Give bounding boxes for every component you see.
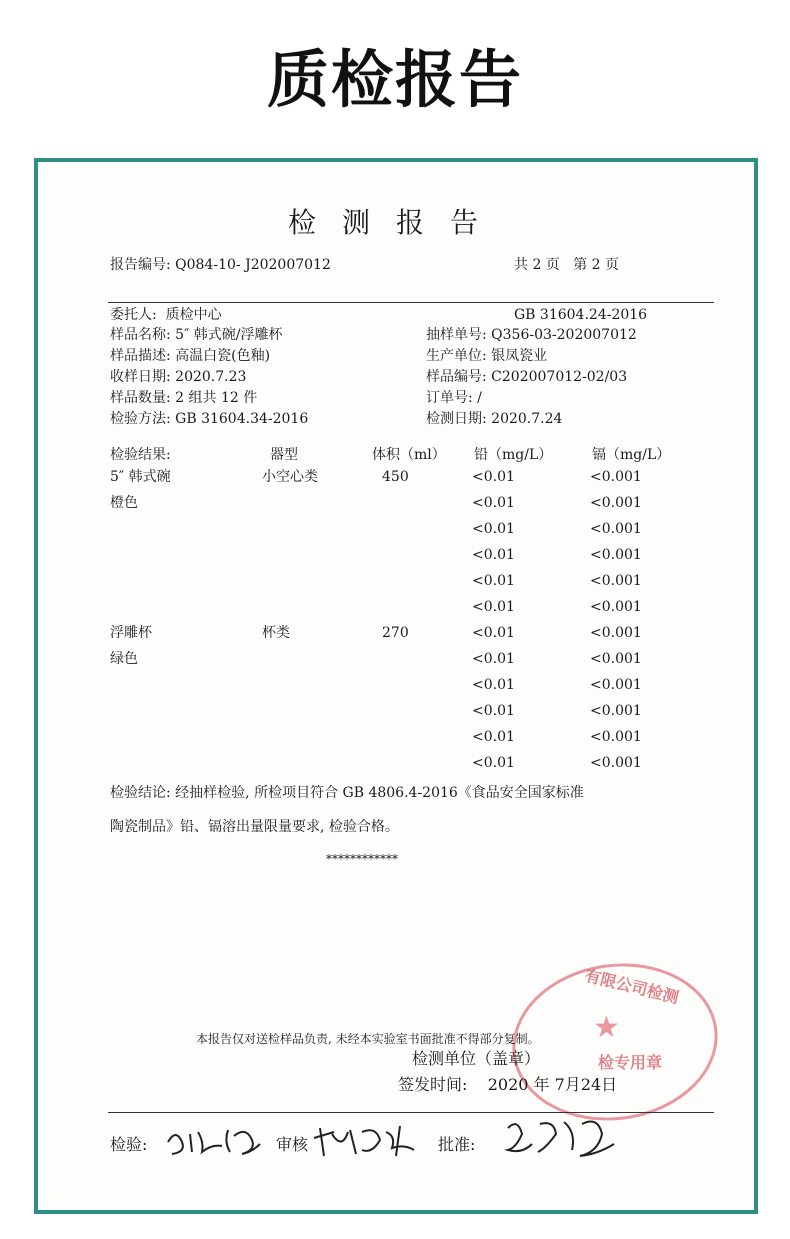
page-info: 共 2 页 第 2 页 [514,257,619,273]
cadmium-value: <0.001 [590,677,642,693]
stamp-text-bottom: 检专用章 [598,1053,663,1072]
header-cadmium: 镉（mg/L） [592,447,671,463]
asterisk-separator: ************ [326,852,398,866]
stamp-text-top: 有限公司检测 [582,965,681,1008]
cadmium-value: <0.001 [590,703,642,719]
cadmium-value: <0.001 [590,599,642,615]
lead-value: <0.01 [472,521,515,537]
info-sample-desc: 样品描述: 高温白瓷(色釉) [110,348,271,364]
cadmium-value: <0.001 [590,651,642,667]
lead-value: <0.01 [472,651,515,667]
header-result: 检验结果: [110,447,171,463]
cadmium-value: <0.001 [590,495,642,511]
item-2-type: 杯类 [262,625,290,641]
lead-value: <0.01 [472,677,515,693]
approver-signature [500,1114,626,1162]
info-order-no: 订单号: / [426,390,482,406]
item-2-volume: 270 [382,625,409,641]
lead-value: <0.01 [472,573,515,589]
info-sample-no: 样品编号: C202007012-02/03 [426,369,628,385]
info-receive-date: 收样日期: 2020.7.23 [110,369,247,385]
reviewer-label: 审核 [276,1135,309,1154]
item-2-name: 浮雕杯 [110,625,152,641]
report-frame [34,158,758,1214]
info-sampling-no: 抽样单号: Q356-03-202007012 [426,327,637,343]
conclusion-line-1: 检验结论: 经抽样检验, 所检项目符合 GB 4806.4-2016《食品安全国家标准 [110,785,584,801]
lead-value: <0.01 [472,599,515,615]
item-1-type: 小空心类 [262,469,318,485]
item-1-color: 橙色 [110,495,138,511]
page-heading: 质检报告 [266,43,523,116]
info-producer: 生产单位: 银凤瓷业 [426,348,548,364]
lead-value: <0.01 [472,755,515,771]
info-method: 检验方法: GB 31604.34-2016 [110,411,309,427]
item-1-volume: 450 [382,469,409,485]
report-document [38,162,754,1210]
info-standard: GB 31604.24-2016 [514,307,648,323]
approver-label: 批准: [438,1135,476,1154]
cadmium-value: <0.001 [590,521,642,537]
stamp-star-icon: ★ [593,1010,620,1045]
lead-value: <0.01 [472,547,515,563]
info-test-date: 检测日期: 2020.7.24 [426,411,563,427]
info-client: 委托人: 质检中心 [110,307,222,323]
reviewer-signature [310,1120,422,1160]
lead-value: <0.01 [472,703,515,719]
info-quantity: 样品数量: 2 组共 12 件 [110,390,258,406]
conclusion-line-2: 陶瓷制品》铅、镉溶出量限量要求, 检验合格。 [110,819,399,835]
inspector-label: 检验: [110,1135,148,1154]
bottom-rule [108,1112,714,1113]
header-lead: 铅（mg/L） [474,447,553,463]
disclaimer: 本报告仅对送检样品负责, 未经本实验室书面批准不得部分复制。 [196,1032,540,1046]
header-type: 器型 [270,447,298,463]
item-1-name: 5″ 韩式碗 [110,469,171,485]
top-rule [108,302,714,303]
cadmium-value: <0.001 [590,729,642,745]
cadmium-value: <0.001 [590,625,642,641]
cadmium-value: <0.001 [590,573,642,589]
lead-value: <0.01 [472,729,515,745]
issue-date: 签发时间: 2020 年 7月24日 [398,1075,618,1094]
cadmium-value: <0.001 [590,755,642,771]
item-2-color: 绿色 [110,651,138,667]
info-sample-name: 样品名称: 5″ 韩式碗/浮雕杯 [110,327,283,343]
lead-value: <0.01 [472,469,515,485]
inspector-signature [162,1120,274,1160]
lead-value: <0.01 [472,495,515,511]
cadmium-value: <0.001 [590,469,642,485]
report-title: 检测报告 [287,206,504,239]
lead-value: <0.01 [472,625,515,641]
header-volume: 体积（ml） [372,447,446,463]
report-number: 报告编号: Q084-10- J202007012 [110,257,331,273]
cadmium-value: <0.001 [590,547,642,563]
testing-unit-label: 检测单位（盖章） [412,1049,541,1068]
